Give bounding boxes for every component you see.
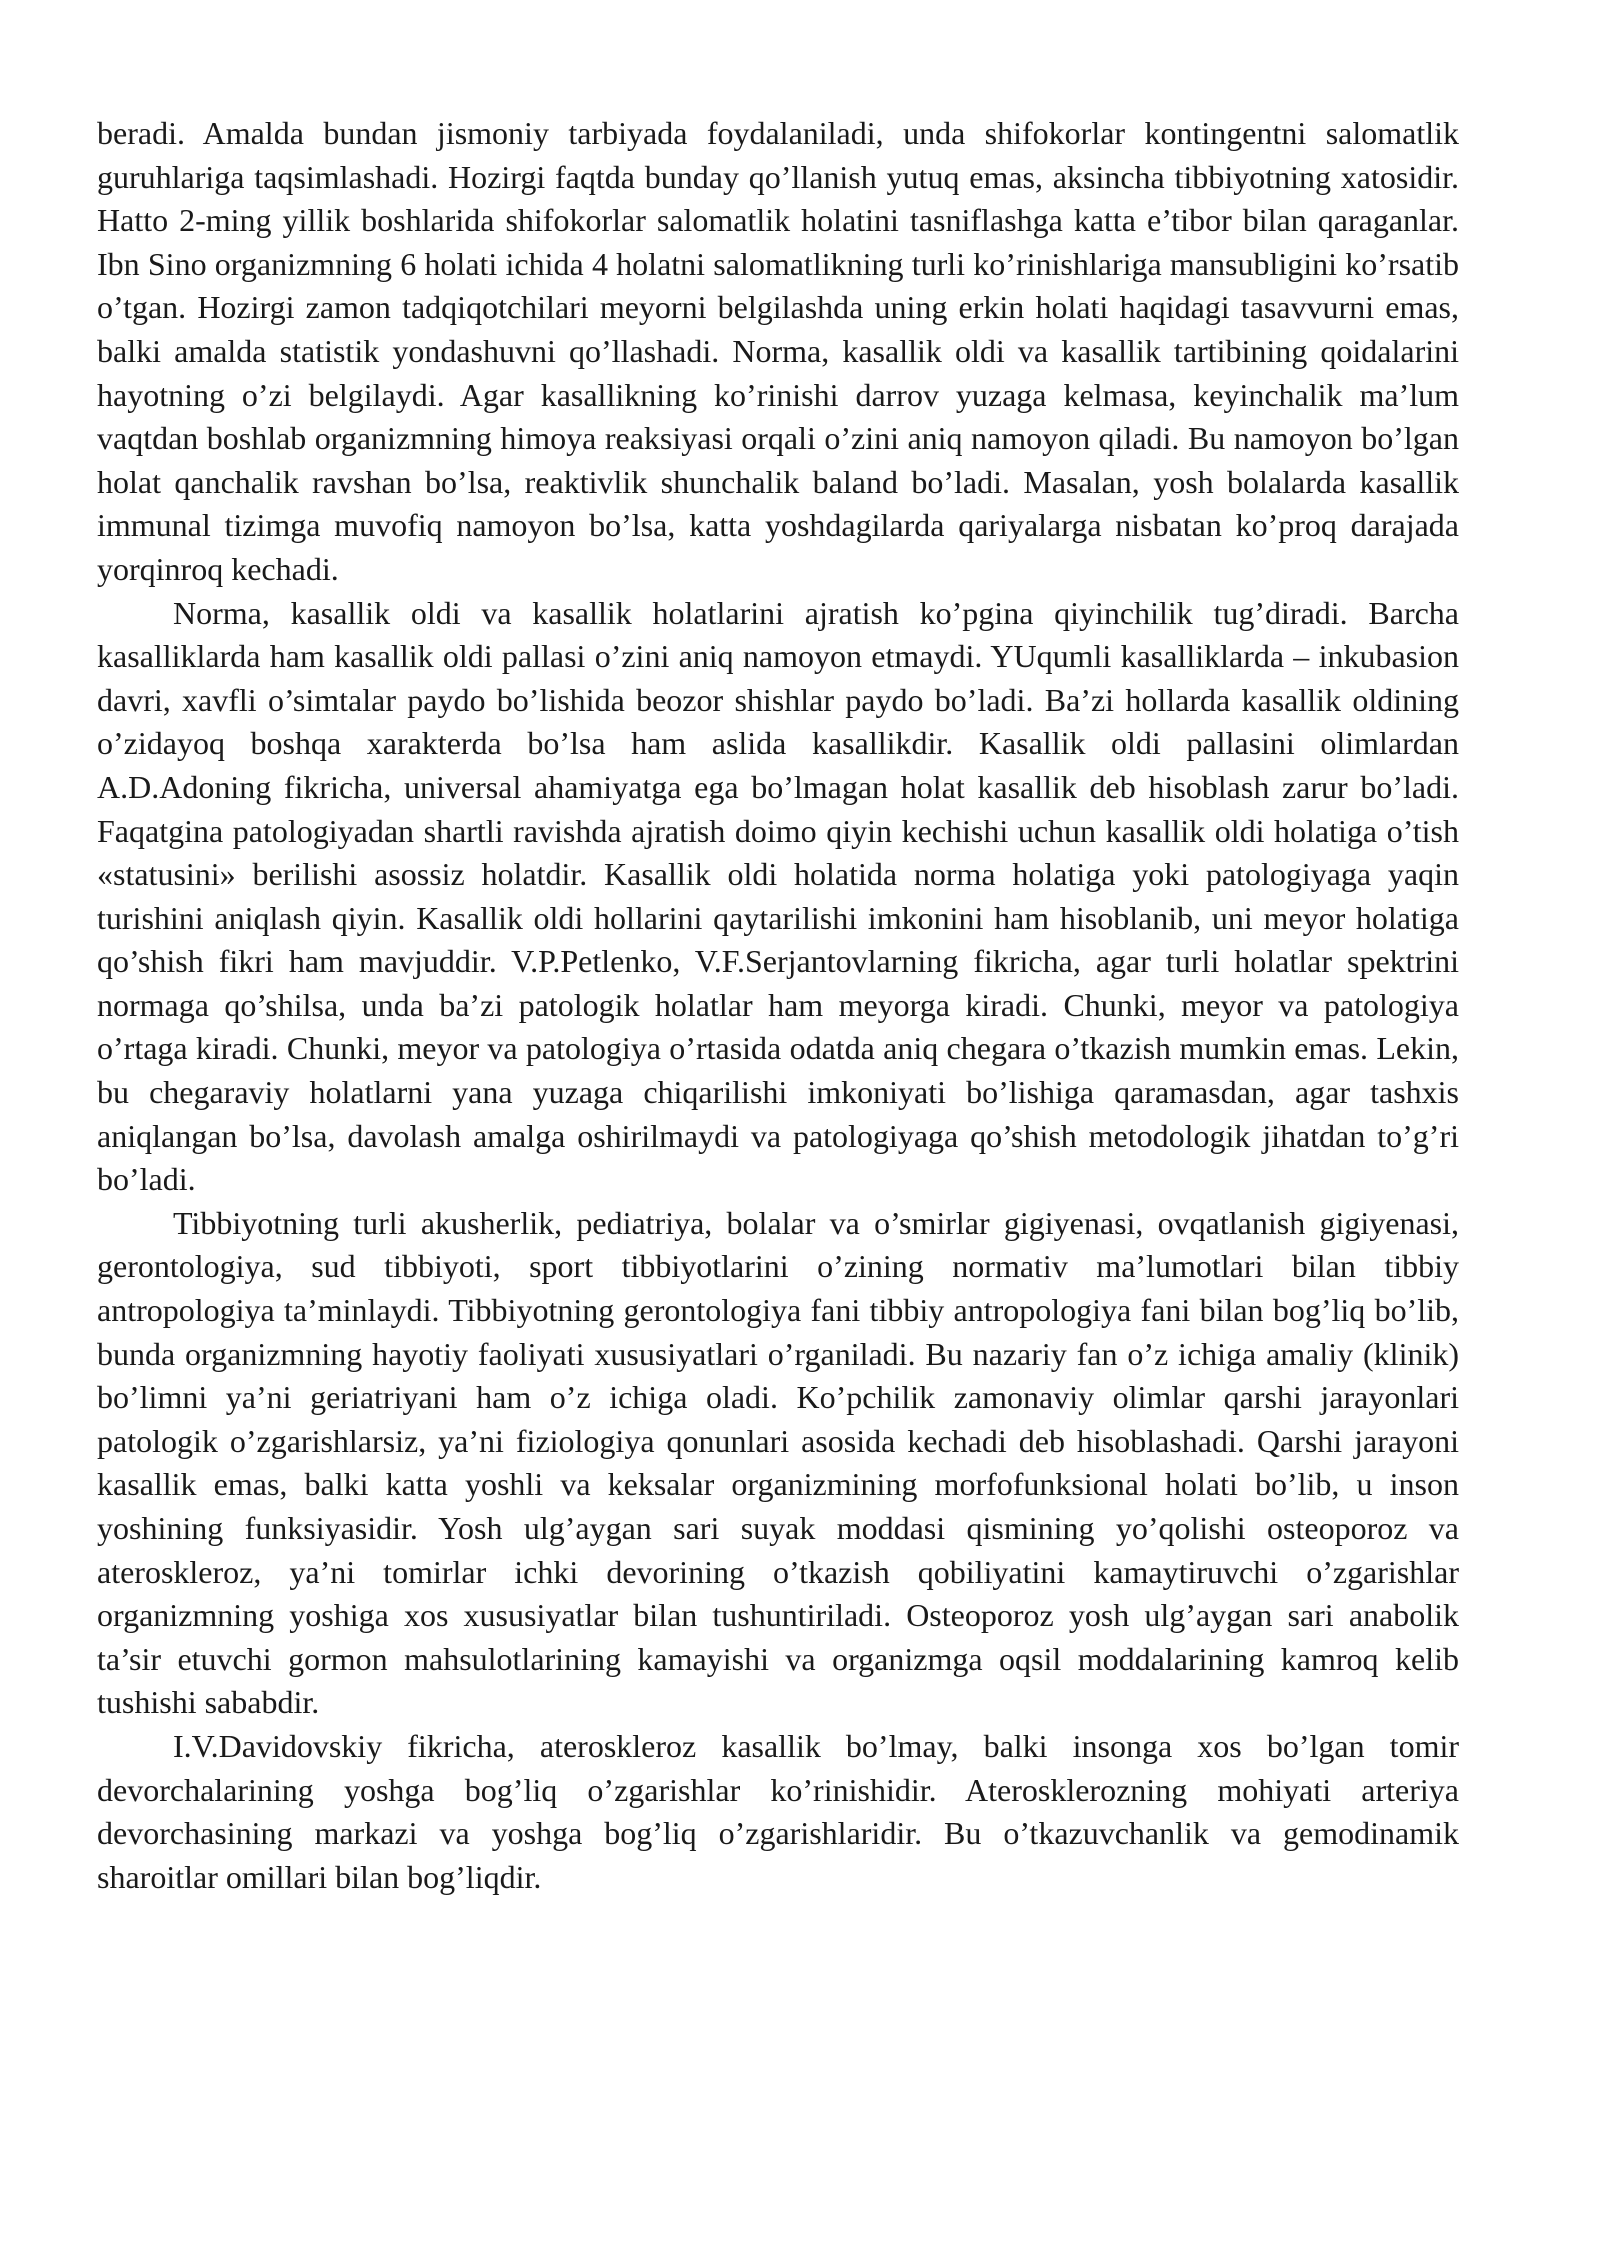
paragraph-3: Tibbiyotning turli akusherlik, pediatriya, bolalar va o’smirlar gigiyenasi, ovqatlanish gigiyenasi, gerontologiya, sud tibbiyoti, sport tibbiyotlarini o’zining normativ ma’lumotlari bilan tibbiy antropologiya ta’minlaydi. Tibbiyotning gerontologiya fani tibbiy antropologiya fani bilan bog’liq bo’lib, bunda organizmning hayotiy faoliyati xususiyatlari o’rganiladi. Bu nazariy fan o’z ichiga amaliy (klinik) bo’limni ya’ni geriatriyani ham o’z ichiga oladi. Ko’pchilik zamonaviy olimlar qarshi jarayonlari patologik o’zgarishlarsiz, ya’ni fiziologiya qonunlari asosida kechadi deb hisoblashadi. Qarshi jarayoni kasallik emas, balki katta yoshli va keksalar organizmining morfofunksional holati bo’lib, u inson yoshining funksiyasidir. Yosh ulg’aygan sari suyak moddasi qismining yo’qolishi osteoporoz va ateroskleroz, ya’ni tomirlar ichki devorining o’tkazish qobiliyatini kamaytiruvchi o’zgarishlar organizmning yoshiga xos xususiyatlar bilan tushuntiriladi. Osteoporoz yosh ulg’aygan sari anabolik ta’sir etuvchi gormon mahsulotlarining kamayishi va organizmga oqsil moddalarining kamroq kelib tushishi sababdir.	[97, 1204, 1459, 1721]
paragraph-1: beradi. Amalda bundan jismoniy tarbiyada foydalaniladi, unda shifokorlar kontingentni salomatlik guruhlariga taqsimlashadi. Hozirgi faqtda bunday qo’llanish yutuq emas, aksincha tibbiyotning xatosidir. Hatto 2-ming yillik boshlarida shifokorlar salomatlik holatini tasniflashga katta e’tibor bilan qaraganlar. Ibn Sino organizmning 6 holati ichida 4 holatni salomatlikning turli ko’rinishlariga mansubligini ko’rsatib o’tgan. Hozirgi zamon tadqiqotchilari meyorni belgilashda uning erkin holati haqidagi tasavvurni emas, balki amalda statistik yondashuvni qo’llashadi. Norma, kasallik oldi va kasallik tartibining qoidalarini hayotning o’zi belgilaydi. Agar kasallikning ko’rinishi darrov yuzaga kelmasa, keyinchalik ma’lum vaqtdan boshlab organizmning himoya reaksiyasi orqali o’zini aniq namoyon qiladi. Bu namoyon bo’lgan holat qanchalik ravshan bo’lsa, reaktivlik shunchalik baland bo’ladi. Masalan, yosh bolalarda kasallik immunal tizimga muvofiq namoyon bo’lsa, katta yoshdagilarda qariyalarga nisbatan ko’proq darajada yorqinroq kechadi.	[97, 115, 1459, 587]
document-page	[97, 112, 1459, 1899]
paragraph-2: Norma, kasallik oldi va kasallik holatlarini ajratish ko’pgina qiyinchilik tug’diradi. Barcha kasalliklarda ham kasallik oldi pallasi o’zini aniq namoyon etmaydi. YUqumli kasalliklarda – inkubasion davri, xavfli o’simtalar paydo bo’lishida beozor shishlar paydo bo’ladi. Ba’zi hollarda kasallik oldining o’zidayoq boshqa xarakterda bo’lsa ham aslida kasallikdir. Kasallik oldi pallasini olimlardan A.D.Adoning fikricha, universal ahamiyatga ega bo’lmagan holat kasallik deb hisoblash zarur bo’ladi. Faqatgina patologiyadan shartli ravishda ajratish doimo qiyin kechishi uchun kasallik oldi holatiga o’tish «statusini» berilishi asossiz holatdir. Kasallik oldi holatida norma holatiga yoki patologiyaga yaqin turishini aniqlash qiyin. Kasallik oldi hollarini qaytarilishi imkonini ham hisoblanib, uni meyor holatiga qo’shish fikri ham mavjuddir. V.P.Petlenko, V.F.Serjantovlarning fikricha, agar turli holatlar spektrini normaga qo’shilsa, unda ba’zi patologik holatlar ham meyorga kiradi. Chunki, meyor va patologiya o’rtaga kiradi. Chunki, meyor va patologiya o’rtasida odatda aniq chegara o’tkazish mumkin emas. Lekin, bu chegaraviy holatlarni yana yuzaga chiqarilishi imkoniyati bo’lishiga qaramasdan, agar tashxis aniqlangan bo’lsa, davolash amalga oshirilmaydi va patologiyaga qo’shish metodologik jihatdan to’g’ri bo’ladi.	[97, 594, 1459, 1198]
paragraph-4: I.V.Davidovskiy fikricha, ateroskleroz kasallik bo’lmay, balki insonga xos bo’lgan tomir devorchalarining yoshga bog’liq o’zgarishlar ko’rinishidir. Aterosklerozning mohiyati arteriya devorchasining markazi va yoshga bog’liq o’zgarishlaridir. Bu o’tkazuvchanlik va gemodinamik sharoitlar omillari bilan bog’liqdir.	[97, 1727, 1459, 1895]
